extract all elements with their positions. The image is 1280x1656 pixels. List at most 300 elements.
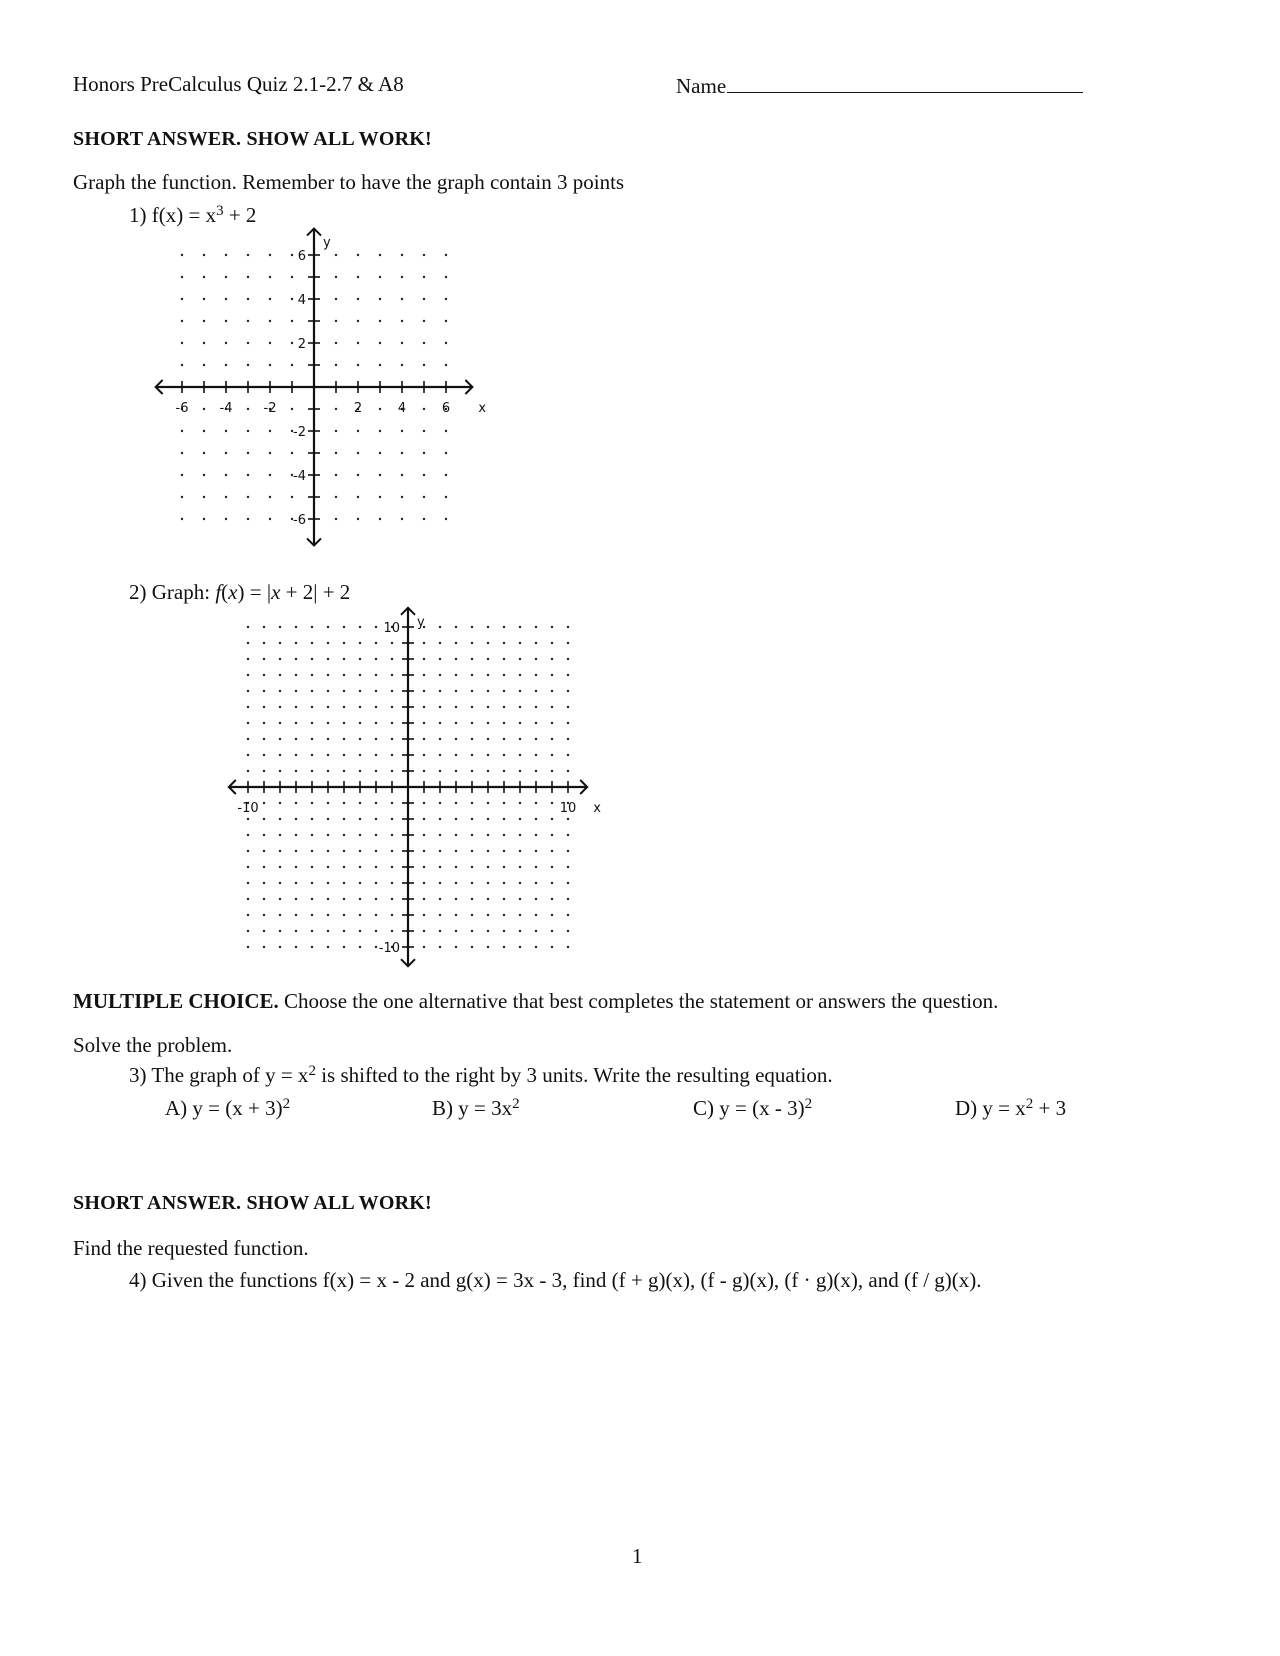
- grid-dot: [519, 690, 521, 692]
- grid-dot: [311, 882, 313, 884]
- grid-dot: [279, 866, 281, 868]
- grid-dot: [471, 658, 473, 660]
- x-tick-label: -2: [263, 401, 277, 416]
- grid-dot: [247, 706, 249, 708]
- grid-dot: [423, 722, 425, 724]
- grid-dot: [279, 674, 281, 676]
- grid-dot: [455, 770, 457, 772]
- x-axis-label: x: [478, 401, 487, 416]
- choice-b-label: B): [432, 1096, 453, 1120]
- grid-dot: [535, 850, 537, 852]
- grid-dot: [279, 754, 281, 756]
- grid-dot: [567, 930, 569, 932]
- grid-dot: [327, 882, 329, 884]
- grid-dot: [391, 706, 393, 708]
- grid-dot: [423, 738, 425, 740]
- grid-dot: [439, 898, 441, 900]
- grid-dot: [263, 642, 265, 644]
- y-tick-label: -2: [293, 425, 306, 440]
- question-1-number: 1): [129, 203, 147, 227]
- grid-dot: [391, 690, 393, 692]
- grid-dot: [359, 626, 361, 628]
- grid-dot: [247, 690, 249, 692]
- grid-dot: [503, 930, 505, 932]
- grid-dot: [455, 706, 457, 708]
- grid-dot: [519, 834, 521, 836]
- grid-dot: [247, 866, 249, 868]
- grid-dot: [519, 674, 521, 676]
- grid-dot: [311, 866, 313, 868]
- grid-dot: [295, 658, 297, 660]
- grid-dot: [487, 818, 489, 820]
- choice-d-label: D): [955, 1096, 978, 1120]
- grid-dot: [311, 706, 313, 708]
- grid-dot: [519, 946, 521, 948]
- grid-dot: [439, 642, 441, 644]
- grid-dot: [551, 930, 553, 932]
- grid-dot: [343, 706, 345, 708]
- question-2-number: 2): [129, 580, 147, 604]
- grid-dot: [551, 882, 553, 884]
- question-3: [129, 1063, 833, 1088]
- grid-dot: [359, 946, 361, 948]
- grid-dot: [455, 658, 457, 660]
- grid-dot: [487, 834, 489, 836]
- grid-dot: [471, 946, 473, 948]
- grid-dot: [375, 658, 377, 660]
- find-instruction: Find the requested function.: [73, 1236, 309, 1260]
- grid-dot: [327, 642, 329, 644]
- grid-dot: [295, 642, 297, 644]
- grid-dot: [503, 866, 505, 868]
- quiz-title: Honors PreCalculus Quiz 2.1-2.7 & A8: [73, 72, 404, 96]
- grid-dot: [439, 914, 441, 916]
- grid-dot: [391, 834, 393, 836]
- grid-dot: [375, 674, 377, 676]
- section-heading-short-answer-1: SHORT ANSWER. SHOW ALL WORK!: [73, 128, 432, 150]
- choice-b-exponent: 2: [512, 1096, 520, 1112]
- grid-dot: [471, 930, 473, 932]
- grid-dot: [535, 722, 537, 724]
- choice-d-post: + 3: [1033, 1096, 1067, 1120]
- grid-dot: [503, 754, 505, 756]
- grid-dot: [295, 898, 297, 900]
- grid-dot: [423, 882, 425, 884]
- grid-dot: [295, 802, 297, 804]
- grid-dot: [359, 706, 361, 708]
- section-heading-multiple-choice: [73, 989, 998, 1014]
- grid-dot: [343, 722, 345, 724]
- grid-dot: [279, 834, 281, 836]
- grid-dot: [279, 642, 281, 644]
- grid-dot: [455, 834, 457, 836]
- y-tick-label: 6: [297, 249, 306, 264]
- grid-dot: [487, 914, 489, 916]
- grid-dot: [487, 866, 489, 868]
- grid-dot: [551, 690, 553, 692]
- grid-dot: [439, 946, 441, 948]
- grid-dot: [391, 850, 393, 852]
- question-4-number: 4): [129, 1268, 147, 1292]
- grid-dot: [343, 834, 345, 836]
- grid-dot: [263, 882, 265, 884]
- grid-dot: [295, 850, 297, 852]
- question-3-number: 3): [129, 1063, 147, 1087]
- grid-dot: [327, 834, 329, 836]
- grid-dot: [247, 674, 249, 676]
- grid-dot: [375, 818, 377, 820]
- grid-dot: [327, 738, 329, 740]
- grid-dot: [359, 754, 361, 756]
- grid-dot: [455, 818, 457, 820]
- grid-dot: [295, 770, 297, 772]
- grid-dot: [471, 738, 473, 740]
- grid-dot: [279, 850, 281, 852]
- grid-dot: [567, 722, 569, 724]
- grid-dot: [391, 930, 393, 932]
- grid-dot: [263, 690, 265, 692]
- grid-dot: [423, 898, 425, 900]
- grid-dot: [279, 770, 281, 772]
- grid-dot: [439, 882, 441, 884]
- grid-dot: [423, 642, 425, 644]
- grid-dot: [343, 626, 345, 628]
- choice-a-exponent: 2: [282, 1096, 291, 1112]
- grid-dot: [551, 642, 553, 644]
- choice-d[interactable]: [955, 1096, 1066, 1121]
- grid-dot: [551, 738, 553, 740]
- grid-dot: [535, 946, 537, 948]
- x-tick-label: 6: [441, 401, 451, 416]
- grid-dot: [503, 914, 505, 916]
- grid-dot: [327, 930, 329, 932]
- grid-dot: [359, 834, 361, 836]
- grid-dot: [391, 658, 393, 660]
- grid-dot: [551, 754, 553, 756]
- grid-dot: [247, 898, 249, 900]
- grid-dot: [391, 754, 393, 756]
- grid-dot: [487, 674, 489, 676]
- grid-dot: [311, 898, 313, 900]
- grid-dot: [503, 802, 505, 804]
- grid-dot: [487, 690, 489, 692]
- grid-dot: [375, 850, 377, 852]
- grid-dot: [535, 770, 537, 772]
- grid-dot: [455, 722, 457, 724]
- grid-dot: [375, 834, 377, 836]
- grid-dot: [519, 882, 521, 884]
- grid-dot: [359, 866, 361, 868]
- grid-dot: [551, 626, 553, 628]
- grid-dot: [375, 930, 377, 932]
- grid-dot: [503, 834, 505, 836]
- grid-dot: [503, 658, 505, 660]
- grid-dot: [343, 754, 345, 756]
- grid-dot: [247, 818, 249, 820]
- grid-dot: [375, 898, 377, 900]
- grid-dot: [567, 914, 569, 916]
- question-1-expr-pre: f(x) = x: [151, 203, 217, 227]
- grid-dot: [295, 754, 297, 756]
- y-axis-label: y: [323, 235, 331, 251]
- grid-dot: [263, 658, 265, 660]
- grid-dot: [423, 754, 425, 756]
- grid-dot: [279, 626, 281, 628]
- grid-dot: [327, 898, 329, 900]
- grid-dot: [279, 882, 281, 884]
- choice-b[interactable]: [432, 1096, 520, 1121]
- grid-dot: [423, 770, 425, 772]
- grid-dot: [455, 946, 457, 948]
- grid-dot: [471, 770, 473, 772]
- grid-dot: [471, 706, 473, 708]
- x-tick-label: 4: [397, 401, 407, 416]
- grid-dot: [247, 834, 249, 836]
- grid-dot: [311, 626, 313, 628]
- grid-dot: [327, 818, 329, 820]
- grid-dot: [375, 802, 377, 804]
- grid-dot: [487, 626, 489, 628]
- grid-dot: [487, 754, 489, 756]
- grid-dot: [487, 722, 489, 724]
- grid-dot: [535, 690, 537, 692]
- grid-dot: [423, 834, 425, 836]
- grid-dot: [343, 946, 345, 948]
- grid-dot: [471, 850, 473, 852]
- grid-dot: [343, 802, 345, 804]
- grid-dot: [327, 770, 329, 772]
- grid-dot: [551, 706, 553, 708]
- grid-dot: [567, 898, 569, 900]
- question-2-abs-open: |: [266, 580, 272, 604]
- grid-dot: [455, 866, 457, 868]
- y-tick-label: -10: [378, 941, 400, 956]
- grid-dot: [535, 754, 537, 756]
- grid-dot: [423, 946, 425, 948]
- grid-dot: [455, 914, 457, 916]
- grid-dot: [327, 722, 329, 724]
- grid-dot: [519, 658, 521, 660]
- grid-dot: [423, 674, 425, 676]
- grid-dot: [343, 658, 345, 660]
- grid-dot: [567, 706, 569, 708]
- grid-dot: [295, 866, 297, 868]
- grid-dot: [279, 914, 281, 916]
- grid-dot: [263, 834, 265, 836]
- grid-dot: [551, 850, 553, 852]
- grid-dot: [327, 914, 329, 916]
- grid-dot: [327, 754, 329, 756]
- grid-dot: [263, 850, 265, 852]
- grid-dot: [487, 898, 489, 900]
- question-2-abs-close: |: [313, 580, 318, 604]
- grid-dot: [263, 866, 265, 868]
- grid-dot: [263, 946, 265, 948]
- grid-dot: [567, 754, 569, 756]
- grid-dot: [343, 914, 345, 916]
- x-axis-label: x: [593, 801, 601, 816]
- grid-dot: [519, 754, 521, 756]
- grid-dot: [343, 642, 345, 644]
- grid-dot: [279, 738, 281, 740]
- grid-dot: [455, 754, 457, 756]
- grid-dot: [519, 818, 521, 820]
- grid-dot: [279, 898, 281, 900]
- grid-dot: [487, 850, 489, 852]
- question-2-x-inner: x: [271, 580, 281, 604]
- grid-dot: [391, 770, 393, 772]
- grid-dot: [391, 818, 393, 820]
- grid-dot: [311, 658, 313, 660]
- grid-dot: [519, 738, 521, 740]
- grid-dot: [455, 898, 457, 900]
- section-heading-short-answer-2: SHORT ANSWER. SHOW ALL WORK!: [73, 1192, 432, 1214]
- grid-dot: [439, 722, 441, 724]
- question-2-f: f: [215, 580, 222, 604]
- grid-dot: [263, 818, 265, 820]
- grid-dot: [311, 674, 313, 676]
- grid-dot: [439, 658, 441, 660]
- grid-dot: [535, 834, 537, 836]
- grid-dot: [503, 882, 505, 884]
- grid-dot: [519, 898, 521, 900]
- grid-dot: [327, 626, 329, 628]
- grid-dot: [391, 898, 393, 900]
- grid-dot: [503, 898, 505, 900]
- grid-dot: [551, 946, 553, 948]
- grid-dot: [535, 882, 537, 884]
- grid-dot: [439, 930, 441, 932]
- grid-dot: [295, 946, 297, 948]
- grid-dot: [471, 642, 473, 644]
- grid-dot: [471, 834, 473, 836]
- grid-dot: [279, 930, 281, 932]
- grid-dot: [455, 690, 457, 692]
- grid-dot: [423, 658, 425, 660]
- grid-dot: [311, 738, 313, 740]
- grid-dot: [359, 642, 361, 644]
- grid-dot: [295, 914, 297, 916]
- grid-dot: [551, 866, 553, 868]
- grid-dot: [327, 946, 329, 948]
- question-1-expr-post: + 2: [223, 203, 257, 227]
- grid-dot: [375, 946, 377, 948]
- question-3-stem-exponent: 2: [308, 1063, 316, 1079]
- grid-dot: [311, 690, 313, 692]
- grid-dot: [535, 674, 537, 676]
- grid-dot: [503, 626, 505, 628]
- grid-dot: [359, 914, 361, 916]
- grid-dot: [343, 770, 345, 772]
- grid-dot: [471, 898, 473, 900]
- multiple-choice-directions: Choose the one alternative that best completes the statement or answers the question.: [278, 989, 999, 1013]
- grid-dot: [295, 690, 297, 692]
- choice-c[interactable]: [693, 1096, 812, 1121]
- grid-dot: [343, 674, 345, 676]
- grid-dot: [391, 882, 393, 884]
- grid-dot: [567, 818, 569, 820]
- grid-dot: [263, 674, 265, 676]
- grid-dot: [263, 802, 265, 804]
- grid-dot: [295, 674, 297, 676]
- grid-dot: [311, 930, 313, 932]
- grid-dot: [295, 626, 297, 628]
- grid-dot: [455, 882, 457, 884]
- grid-dot: [535, 866, 537, 868]
- grid-dot: [551, 818, 553, 820]
- grid-dot: [567, 850, 569, 852]
- grid-dot: [519, 642, 521, 644]
- grid-dot: [311, 850, 313, 852]
- grid-dot: [487, 770, 489, 772]
- grid-dot: [359, 770, 361, 772]
- grid-dot: [503, 690, 505, 692]
- multiple-choice-label: MULTIPLE CHOICE.: [73, 989, 279, 1013]
- grid-dot: [327, 850, 329, 852]
- grid-dot: [375, 754, 377, 756]
- grid-dot: [551, 914, 553, 916]
- grid-dot: [247, 930, 249, 932]
- grid-dot: [535, 626, 537, 628]
- grid-dot: [343, 690, 345, 692]
- grid-dot: [455, 802, 457, 804]
- grid-dot: [423, 690, 425, 692]
- y-tick-label: 10: [383, 621, 400, 636]
- grid-dot: [359, 818, 361, 820]
- solve-instruction: Solve the problem.: [73, 1033, 233, 1057]
- grid-dot: [311, 770, 313, 772]
- grid-dot: [327, 690, 329, 692]
- grid-dot: [503, 850, 505, 852]
- choice-a-pre: y = (x + 3): [192, 1096, 283, 1120]
- grid-dot: [247, 658, 249, 660]
- grid-dot: [247, 882, 249, 884]
- grid-dot: [375, 626, 377, 628]
- grid-dot: [503, 818, 505, 820]
- choice-a[interactable]: [165, 1096, 290, 1121]
- question-4-text: Given the functions f(x) = x - 2 and g(x) = 3x - 3, find (f + g)(x), (f - g)(x), (f · g)(x), and (f / g)(x).: [151, 1268, 982, 1292]
- grid-dot: [423, 914, 425, 916]
- grid-dot: [535, 642, 537, 644]
- y-tick-label: -4: [293, 469, 306, 484]
- grid-dot: [279, 722, 281, 724]
- grid-dot: [551, 770, 553, 772]
- grid-dot: [503, 946, 505, 948]
- grid-dot: [439, 850, 441, 852]
- grid-dot: [263, 626, 265, 628]
- grid-dot: [263, 706, 265, 708]
- grid-dot: [535, 914, 537, 916]
- y-tick-label: 2: [297, 337, 306, 352]
- grid-dot: [391, 914, 393, 916]
- grid-dot: [359, 930, 361, 932]
- choice-b-pre: y = 3x: [458, 1096, 513, 1120]
- grid-dot: [359, 898, 361, 900]
- grid-dot: [247, 642, 249, 644]
- grid-dot: [375, 770, 377, 772]
- grid-dot: [263, 898, 265, 900]
- grid-dot: [263, 722, 265, 724]
- grid-dot: [311, 834, 313, 836]
- grid-dot: [247, 722, 249, 724]
- grid-dot: [567, 690, 569, 692]
- x-tick-label: -4: [219, 401, 233, 416]
- grid-dot: [375, 642, 377, 644]
- grid-dot: [439, 626, 441, 628]
- grid-dot: [551, 674, 553, 676]
- grid-dot: [519, 706, 521, 708]
- grid-dot: [503, 770, 505, 772]
